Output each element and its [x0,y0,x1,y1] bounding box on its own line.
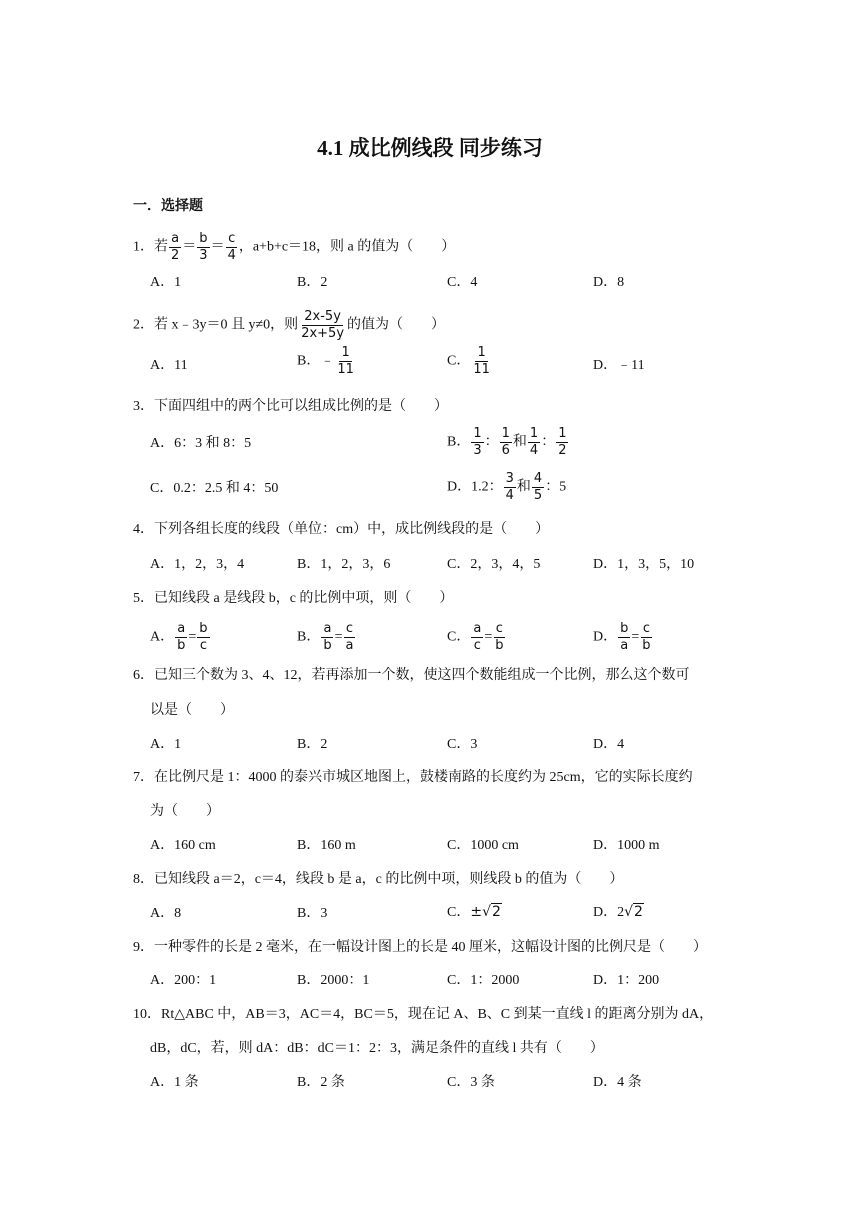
question-7-line-2: 为（ ） [150,804,220,819]
q6-option-b: B．2 [297,737,328,752]
q2-prefix: 2．若 x﹣3y＝0 且 y≠0，则 [133,317,299,333]
q3-option-b: B． $\frac{1}{3}$ ： $\frac{1}{6}$ 和 $\frac{1}{4}$ ： $\frac{1}{2}$ [447,426,567,458]
question-10-line-1: 10．Rt△ABC 中，AB＝3，AC＝4，BC＝5，现在记 A、B、C 到某一直线 l 的距离分别为 dA， [133,1007,714,1022]
question-6-line-1: 6．已知三个数为 3、4、12，若再添加一个数，使这四个数能组成一个比例，那么这个数可 [133,668,690,683]
q5-option-b: B． $\frac{a}{b}$ = $\frac{c}{a}$ [297,621,354,653]
q9-option-a: A．200：1 [150,973,217,988]
fraction-2x-5y-over-2x-plus-5y: $\frac{2x-5y}{2x+5y}$ [301,309,345,341]
q6-option-a: A．1 [150,737,182,752]
fraction-b-over-3: $\frac{b}{3}$ [199,231,208,263]
q10-option-c: C．3 条 [447,1075,495,1090]
q7-option-a: A．160 cm [150,838,216,853]
q7-option-d: D．1000 m [593,838,660,853]
q9-option-c: C．1：2000 [447,973,520,988]
q10-option-d: D．4 条 [593,1075,642,1090]
q1-option-c: C．4 [447,275,478,290]
section-heading: 一．选择题 [133,199,203,214]
fraction-a-over-2: $\frac{a}{2}$ [171,231,180,263]
question-5-stem: 5．已知线段 a 是线段 b，c 的比例中项，则（ ） [133,591,454,606]
q8-option-d: D．2√2 [593,904,643,920]
question-3-stem: 3．下面四组中的两个比可以组成比例的是（ ） [133,399,448,414]
q1-option-b: B．2 [297,275,328,290]
question-9-stem: 9．一种零件的长是 2 毫米，在一幅设计图上的长是 40 厘米，这幅设计图的比例尺是（ ） [133,940,707,955]
q1-option-a: A．1 [150,275,182,290]
q6-option-c: C．3 [447,737,478,752]
q4-option-a: A．1，2，3，4 [150,557,245,572]
q1-number: 1．若 [133,239,168,255]
q9-option-b: B．2000：1 [297,973,370,988]
q8-option-a: A．8 [150,906,182,921]
q2-option-d: D．﹣11 [593,358,645,373]
q4-option-b: B．1，2，3，6 [297,557,391,572]
q1-rest: ，a+b+c＝18，则 a 的值为（ ） [238,239,456,255]
question-10-line-2: dB，dC，若，则 dA：dB：dC＝1：2：3，满足条件的直线 l 共有（ ） [150,1041,604,1056]
q3-option-a: A．6：3 和 8：5 [150,436,252,451]
q5-option-c: C． $\frac{a}{c}$ = $\frac{c}{b}$ [447,621,504,653]
q7-option-b: B．160 m [297,838,356,853]
page-title: 4.1 成比例线段 同步练习 [317,136,543,160]
fraction-c-over-4: $\frac{c}{4}$ [227,231,236,263]
q5-option-d: D． $\frac{b}{a}$ = $\frac{c}{b}$ [593,621,651,653]
q3-option-c: C．0.2：2.5 和 4：50 [150,481,279,496]
q3-option-d: D．1.2： $\frac{3}{4}$ 和 $\frac{4}{5}$ ：5 [447,471,567,503]
question-8-stem: 8．已知线段 a＝2，c＝4，线段 b 是 a，c 的比例中项，则线段 b 的值为（ ） [133,872,624,887]
q1-option-d: D．8 [593,275,625,290]
question-7-line-1: 7．在比例尺是 1：4000 的泰兴市城区地图上，鼓楼南路的长度约为 25cm，它的实际长度约 [133,770,693,785]
q8-option-c: C．±√2 [447,904,501,920]
q6-option-d: D．4 [593,737,625,752]
q2-option-b: B．﹣ $\frac{1}{11}$ [297,345,354,377]
q4-option-c: C．2，3，4，5 [447,557,541,572]
q5-option-a: A． $\frac{a}{b}$ = $\frac{b}{c}$ [150,621,208,653]
q2-option-c: C． $\frac{1}{11}$ [447,345,490,377]
question-2-stem [133,310,445,341]
q2-suffix: 的值为（ ） [347,317,446,333]
q8-option-b: B．3 [297,906,328,921]
question-4-stem: 4．下列各组长度的线段（单位：cm）中，成比例线段的是（ ） [133,522,550,537]
question-1-stem: 1．若 $\frac{a}{2}$ ＝ $\frac{b}{3}$ ＝ $\frac{c}{4}$ ，a+b+c＝18，则 a 的值为（ ） [133,231,456,263]
q10-option-a: A．1 条 [150,1075,199,1090]
q9-option-d: D．1：200 [593,973,660,988]
q2-option-a: A．11 [150,358,188,373]
q10-option-b: B．2 条 [297,1075,345,1090]
q7-option-c: C．1000 cm [447,838,519,853]
q4-option-d: D．1，3，5，10 [593,557,695,572]
question-6-line-2: 以是（ ） [150,703,234,718]
